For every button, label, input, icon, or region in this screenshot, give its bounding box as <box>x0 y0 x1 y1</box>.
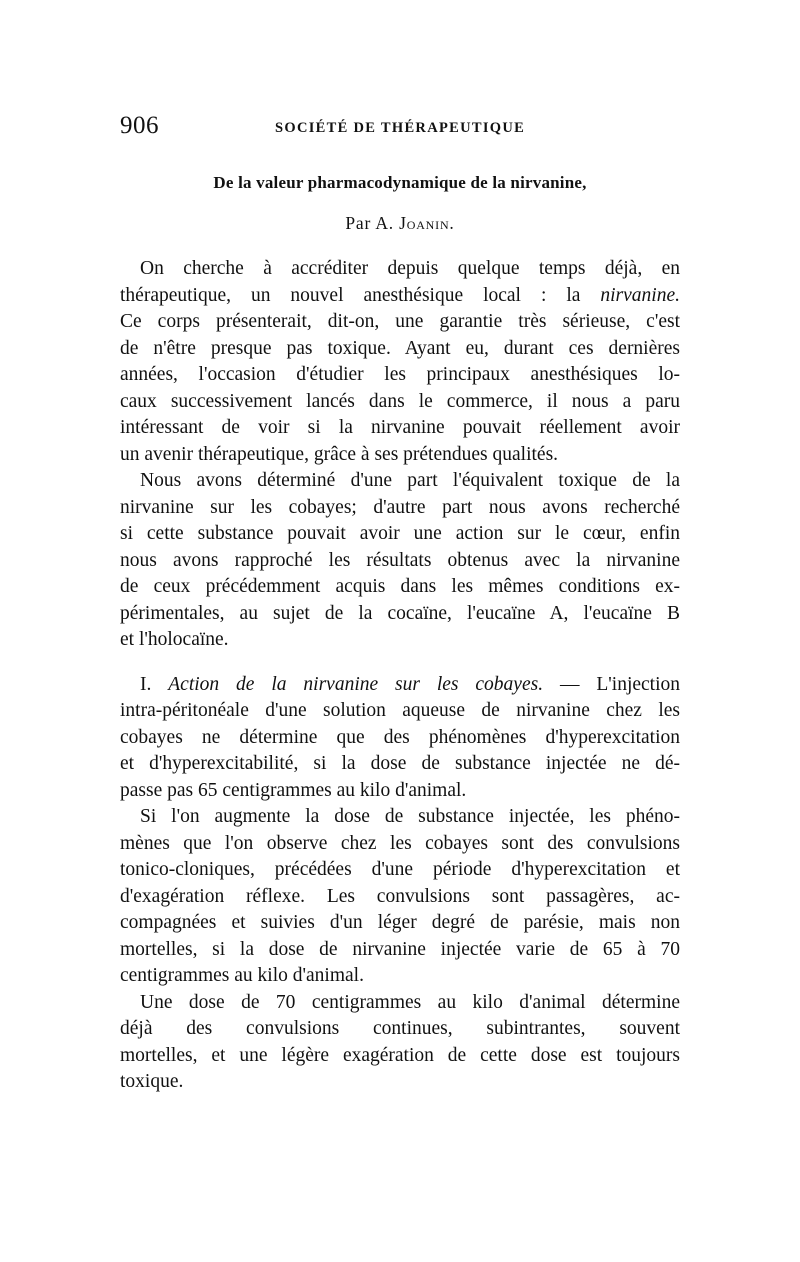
paragraph <box>120 990 680 1096</box>
byline <box>120 213 680 234</box>
article-body <box>120 256 680 1096</box>
text-line: intéressant de voir si la nirvanine pouvait réellement avoir <box>120 417 680 438</box>
section-title: Action de la nirvanine sur les cobayes. <box>168 673 544 695</box>
text-line: nous avons rapproché les résultats obtenus avec la nirvanine <box>120 549 680 571</box>
byline-prefix: Par A. <box>345 213 394 233</box>
text-line <box>120 283 680 310</box>
text-line: mènes que l'on observe chez les cobayes sont des convulsions <box>120 832 680 854</box>
text-line: Si l'on augmente la dose de substance injectée, les phéno- <box>140 806 680 827</box>
text-line: passe pas 65 centigrammes au kilo d'animal. <box>120 779 467 801</box>
running-header <box>120 112 680 142</box>
text-line: de ceux précédemment acquis dans les mêmes conditions ex- <box>120 576 680 597</box>
paragraph <box>120 672 680 805</box>
text-span: — L'injection <box>543 673 681 695</box>
text-line: intra-péritonéale d'une solution aqueuse de nirvanine chez les <box>120 700 680 721</box>
page-number: 906 <box>120 112 159 139</box>
text-line: tonico-cloniques, précédées d'une période d'hyperexcitation et <box>120 859 680 880</box>
text-line: et d'hyperexcitabilité, si la dose de substance injectée ne dé- <box>120 753 680 774</box>
text-line: Une dose de 70 centigrammes au kilo d'animal détermine <box>140 991 680 1013</box>
text-line: de n'être presque pas toxique. Ayant eu, durant ces dernières <box>120 337 680 359</box>
italic-term: nirvanine. <box>600 284 680 306</box>
text-line: caux successivement lancés dans le commerce, il nous a paru <box>120 390 680 412</box>
text-line: On cherche à accréditer depuis quelque temps déjà, en <box>140 258 680 279</box>
text-line: mortelles, et une légère exagération de cette dose est toujours <box>120 1044 680 1066</box>
text-line: déjà des convulsions continues, subintrantes, souvent <box>120 1018 680 1039</box>
text-line: toxique. <box>120 1071 184 1092</box>
text-line: années, l'occasion d'étudier les principaux anesthésiques lo- <box>120 364 680 385</box>
text-line: centigrammes au kilo d'animal. <box>120 965 364 986</box>
paragraph <box>120 804 680 990</box>
text-line: compagnées et suivies d'un léger degré de parésie, mais non <box>120 912 680 933</box>
text-line: Nous avons déterminé d'une part l'équivalent toxique de la <box>140 470 680 491</box>
text-line: nirvanine sur les cobayes; d'autre part nous avons recherché <box>120 496 680 518</box>
section-gap <box>120 654 680 672</box>
text-line: d'exagération réflexe. Les convulsions sont passagères, ac- <box>120 885 680 907</box>
text-line: si cette substance pouvait avoir une action sur le cœur, enfin <box>120 523 680 544</box>
section-heading-line <box>120 672 680 699</box>
paragraph <box>120 256 680 468</box>
text-line: cobayes ne détermine que des phénomènes d'hyperexcitation <box>120 726 680 748</box>
text-line: Ce corps présenterait, dit-on, une garantie très sérieuse, c'est <box>120 311 680 332</box>
text-line: et l'holocaïne. <box>120 629 229 650</box>
running-title: SOCIÉTÉ DE THÉRAPEUTIQUE <box>275 120 526 136</box>
text-line: mortelles, si la dose de nirvanine injectée varie de 65 à 70 <box>120 938 680 960</box>
section-number: I. <box>140 673 169 695</box>
paragraph <box>120 468 680 654</box>
text-line: périmentales, au sujet de la cocaïne, l'eucaïne A, l'eucaïne B <box>120 602 680 624</box>
text-line: un avenir thérapeutique, grâce à ses prétendues qualités. <box>120 443 559 465</box>
article-title: De la valeur pharmacodynamique de la nirvanine, <box>213 173 587 192</box>
author-name: Joanin. <box>399 213 455 233</box>
text-span: thérapeutique, un nouvel anesthésique local : la <box>120 284 601 306</box>
